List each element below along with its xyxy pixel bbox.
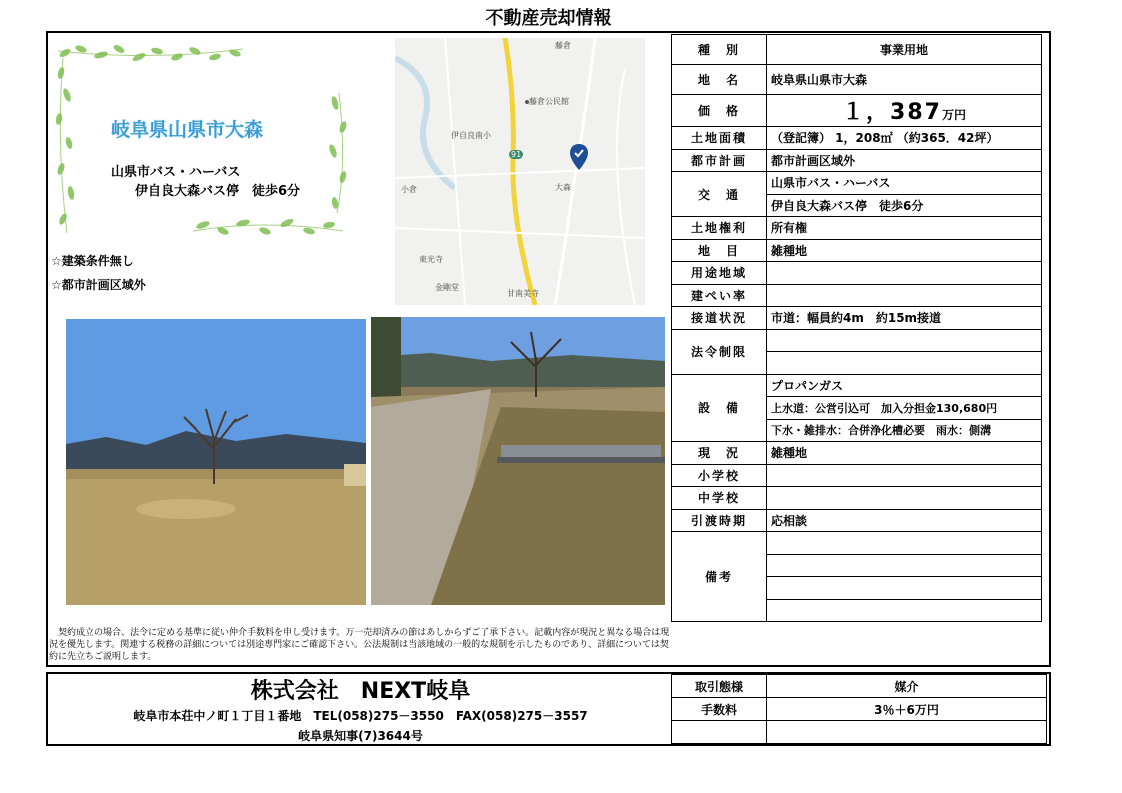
status-value: 雑種地 [767, 442, 1042, 465]
site-photo-gravel-lot [371, 317, 665, 605]
road-value: 市道：幅員約4m 約15m接道 [767, 307, 1042, 330]
elementary-value [767, 464, 1042, 487]
land-type-value: 雑種地 [767, 239, 1042, 262]
property-info-table [671, 34, 1042, 622]
row-type [672, 35, 1042, 65]
coverage-value [767, 284, 1042, 307]
card-bus-line: 山県市バス・ハーバス [111, 165, 241, 180]
row-elementary [672, 464, 1042, 487]
elementary-label: 小学校 [672, 464, 767, 487]
site-photo-tree-field [66, 319, 366, 605]
handover-value: 応相談 [767, 509, 1042, 532]
junior-high-label: 中学校 [672, 487, 767, 510]
row-junior-high [672, 487, 1042, 510]
row-zoning [672, 262, 1042, 285]
note-outside-city-planning: ☆都市計画区域外 [51, 278, 146, 292]
row-land-type [672, 239, 1042, 262]
empty-cell [767, 721, 1047, 744]
fee-label: 手数料 [672, 698, 767, 721]
location-card [53, 43, 353, 243]
address-label: 地 名 [672, 65, 767, 95]
rights-value: 所有権 [767, 217, 1042, 240]
map-pin-icon [569, 143, 589, 171]
row-transaction-mode [672, 675, 1047, 698]
area-label: 土地面積 [672, 127, 767, 150]
company-name: 株式会社 NEXT岐阜 [250, 679, 471, 704]
leaf-frame-decoration [53, 43, 353, 243]
handover-label: 引渡時期 [672, 509, 767, 532]
property-sheet [46, 31, 1051, 667]
note-no-building-conditions: ☆建築条件無し [51, 254, 134, 268]
zoning-label: 用途地域 [672, 262, 767, 285]
junior-high-value [767, 487, 1042, 510]
row-remarks [672, 532, 1042, 555]
company-license: 岐阜県知事(7)3644号 [298, 729, 423, 743]
row-rights [672, 217, 1042, 240]
price-unit: 万円 [941, 108, 966, 122]
row-road [672, 307, 1042, 330]
row-address [672, 65, 1042, 95]
transport-label: 交 通 [672, 172, 767, 217]
card-location-title: 岐阜県山県市大森 [111, 119, 264, 141]
facility-water: 上水道：公営引込可 加入分担金130,680円 [767, 397, 1042, 420]
transaction-mode-label: 取引態様 [672, 675, 767, 698]
address-value: 岐阜県山県市大森 [767, 65, 1042, 95]
price-value [767, 95, 1042, 127]
facility-gas: プロパンガス [767, 374, 1042, 397]
law-value [767, 352, 1042, 375]
row-status [672, 442, 1042, 465]
road-label: 接道状況 [672, 307, 767, 330]
zoning-value [767, 262, 1042, 285]
row-empty [672, 721, 1047, 744]
map-label-kongodo: 金剛堂 [435, 283, 459, 292]
map-label-school: 伊自良南小 [451, 131, 491, 140]
law-label: 法令制限 [672, 329, 767, 374]
fee-value: 3％＋6万円 [767, 698, 1047, 721]
rights-label: 土地権利 [672, 217, 767, 240]
price-amount: １，387 [842, 100, 942, 125]
row-handover [672, 509, 1042, 532]
row-area [672, 127, 1042, 150]
area-value: （登記簿） 1，208㎡ （約365．42坪） [767, 127, 1042, 150]
map-label-community-hall: 藤倉公民館 [529, 97, 569, 106]
row-coverage [672, 284, 1042, 307]
empty-cell [672, 721, 767, 744]
price-label: 価 格 [672, 95, 767, 127]
row-facilities [672, 374, 1042, 397]
transport-stop-value: 伊自良大森バス停 徒歩6分 [767, 194, 1042, 217]
facility-sewage: 下水・雑排水：合併浄化槽必要 雨水：側溝 [767, 419, 1042, 442]
type-label: 種 別 [672, 35, 767, 65]
map-label-kannanbiji: 甘南美寺 [507, 289, 539, 298]
remarks-value [767, 577, 1042, 600]
law-value [767, 329, 1042, 352]
remarks-value [767, 532, 1042, 555]
row-fee [672, 698, 1047, 721]
card-bus-stop: 伊自良大森バス停 徒歩6分 [135, 184, 301, 199]
map-label-tokoji: 東光寺 [419, 255, 443, 264]
facilities-label: 設 備 [672, 374, 767, 442]
remarks-label: 備考 [672, 532, 767, 622]
coverage-label: 建ぺい率 [672, 284, 767, 307]
row-law [672, 329, 1042, 352]
land-type-label: 地 目 [672, 239, 767, 262]
map-label-omori: 大森 [555, 183, 571, 192]
city-plan-value: 都市計画区域外 [767, 149, 1042, 172]
remarks-value [767, 554, 1042, 577]
document-title: 不動産売却情報 [485, 8, 612, 29]
transaction-table [671, 674, 1047, 744]
company-address: 岐阜市本荘中ノ町１丁目１番地 TEL(058)275－3550 FAX(058)275－3557 [133, 709, 588, 723]
location-map [395, 38, 645, 305]
status-label: 現 況 [672, 442, 767, 465]
transport-line-value: 山県市バス・ハーバス [767, 172, 1042, 195]
map-label-ogura: 小倉 [401, 185, 417, 194]
route-91-badge: 91 [511, 150, 522, 159]
transaction-mode-value: 媒介 [767, 675, 1047, 698]
company-footer [46, 672, 1051, 746]
remarks-value [767, 599, 1042, 622]
map-label-fujikura: 藤倉 [555, 41, 571, 50]
row-transport [672, 172, 1042, 195]
disclaimer-text: 契約成立の場合、法令に定める基準に従い仲介手数料を申し受けます。万一売却済みの節はあしからずご了承下さい。記載内容が現況と異なる場合は現況を優先します。関連する税務の詳細については別途専門家にご確認下さい。公法規制は当該地域の一般的な規制を示したものであり、詳細については契約に先立ちご説明します。 [49, 628, 670, 662]
row-price [672, 95, 1042, 127]
type-value: 事業用地 [767, 35, 1042, 65]
row-city-plan [672, 149, 1042, 172]
city-plan-label: 都市計画 [672, 149, 767, 172]
